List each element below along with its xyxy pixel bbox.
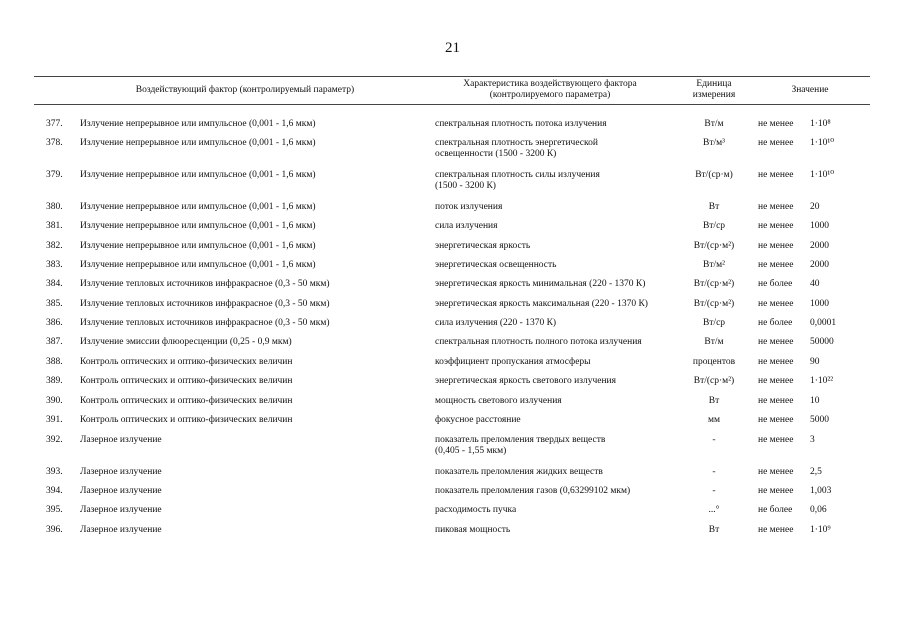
row-value: 1·10¹⁰: [810, 138, 835, 148]
row-characteristic: [435, 337, 642, 348]
row-number: 382.: [46, 241, 63, 251]
row-characteristic: [435, 396, 562, 407]
row-factor: Лазерное излучение: [80, 525, 162, 535]
row-characteristic-line: энергетическая яркость светового излучения: [435, 376, 617, 386]
row-value: 40: [810, 279, 820, 289]
row-value: 0,06: [810, 505, 827, 515]
row-number: 380.: [46, 202, 63, 212]
row-comparator: не менее: [758, 467, 794, 477]
row-characteristic: [435, 279, 645, 290]
row-unit: Вт/ср: [702, 318, 726, 328]
row-comparator: не менее: [758, 435, 794, 445]
row-characteristic-line: энергетическая освещенность: [435, 260, 557, 270]
row-unit: мм: [707, 415, 721, 425]
row-value: 2,5: [810, 467, 822, 477]
row-value: 3: [810, 435, 815, 445]
row-unit: Вт/м³: [703, 138, 725, 148]
row-factor: Излучение непрерывное или импульсное (0,001 - 1,6 мкм): [80, 170, 316, 180]
row-factor: Контроль оптических и оптико-физических величин: [80, 376, 293, 386]
row-number: 383.: [46, 260, 63, 270]
row-characteristic-line: расходимость пучка: [435, 505, 517, 515]
row-characteristic-line: освещенности (1500 - 3200 К): [435, 149, 557, 159]
row-characteristic: [435, 376, 616, 387]
row-characteristic: [435, 318, 556, 329]
row-factor: Контроль оптических и оптико-физических величин: [80, 415, 293, 425]
row-value: 1,003: [810, 486, 832, 496]
row-factor: Контроль оптических и оптико-физических величин: [80, 357, 293, 367]
row-comparator: не менее: [758, 415, 794, 425]
row-number: 378.: [46, 138, 63, 148]
row-comparator: не менее: [758, 260, 794, 270]
row-value: 1·10²²: [810, 376, 834, 386]
row-value: 2000: [810, 260, 829, 270]
row-characteristic-line: энергетическая яркость максимальная (220 - 1370 К): [435, 299, 648, 309]
row-comparator: не менее: [758, 337, 794, 347]
row-characteristic-line: показатель преломления твердых веществ: [435, 435, 606, 445]
row-factor: Излучение тепловых источников инфракрасное (0,3 - 50 мкм): [80, 318, 330, 328]
row-factor: Лазерное излучение: [80, 467, 162, 477]
row-characteristic-line: спектральная плотность потока излучения: [435, 119, 607, 129]
row-comparator: не менее: [758, 138, 794, 148]
row-characteristic-line: спектральная плотность силы излучения: [435, 170, 600, 180]
header-value: Значение: [791, 85, 829, 95]
row-number: 395.: [46, 505, 63, 515]
row-characteristic-line: мощность светового излучения: [435, 396, 562, 406]
row-comparator: не менее: [758, 221, 794, 231]
row-characteristic: [435, 505, 516, 516]
header-characteristic-line1: Характеристика воздействующего фактора: [463, 79, 637, 89]
row-factor: Излучение непрерывное или импульсное (0,001 - 1,6 мкм): [80, 241, 316, 251]
row-characteristic-line: энергетическая яркость: [435, 241, 531, 251]
row-value: 1000: [810, 299, 829, 309]
header-unit-line1: Единица: [696, 79, 732, 89]
row-characteristic-line: показатель преломления газов (0,63299102 мкм): [435, 486, 631, 496]
row-unit: процентов: [692, 357, 736, 367]
row-characteristic: [435, 415, 521, 426]
row-comparator: не менее: [758, 241, 794, 251]
row-value: 1000: [810, 221, 829, 231]
row-comparator: не менее: [758, 202, 794, 212]
row-number: 392.: [46, 435, 63, 445]
header-unit: [680, 79, 748, 101]
row-unit: Вт/(ср·м²): [693, 376, 735, 386]
row-number: 386.: [46, 318, 63, 328]
row-comparator: не менее: [758, 376, 794, 386]
row-number: 384.: [46, 279, 63, 289]
row-characteristic-line: (0,405 - 1,55 мкм): [435, 446, 507, 456]
row-characteristic: [435, 241, 530, 252]
row-comparator: не менее: [758, 486, 794, 496]
row-characteristic: [435, 202, 502, 213]
row-factor: Излучение непрерывное или импульсное (0,001 - 1,6 мкм): [80, 138, 316, 148]
row-value: 1·10¹⁰: [810, 170, 835, 180]
row-unit: Вт/м²: [703, 260, 725, 270]
row-factor: Излучение эмиссии флюоресценции (0,25 - 0,9 мкм): [80, 337, 292, 347]
row-characteristic-line: спектральная плотность энергетической: [435, 138, 598, 148]
row-factor: Лазерное излучение: [80, 486, 162, 496]
row-unit: Вт/ср: [702, 221, 726, 231]
row-number: 385.: [46, 299, 63, 309]
row-factor: Излучение тепловых источников инфракрасное (0,3 - 50 мкм): [80, 279, 330, 289]
row-value: 1·10⁹: [810, 525, 831, 535]
row-number: 390.: [46, 396, 63, 406]
row-factor: Контроль оптических и оптико-физических величин: [80, 396, 293, 406]
row-factor: Лазерное излучение: [80, 505, 162, 515]
header-factor: Воздействующий фактор (контролируемый параметр): [135, 85, 355, 95]
row-factor: Излучение непрерывное или импульсное (0,001 - 1,6 мкм): [80, 260, 316, 270]
row-unit: -: [712, 435, 716, 445]
row-value: 20: [810, 202, 820, 212]
row-unit: Вт: [708, 202, 720, 212]
row-characteristic: [435, 138, 598, 160]
row-characteristic: [435, 170, 600, 192]
row-characteristic: [435, 467, 603, 478]
row-characteristic: [435, 357, 591, 368]
row-characteristic: [435, 486, 630, 497]
row-unit: -: [712, 467, 716, 477]
row-number: 389.: [46, 376, 63, 386]
row-characteristic-line: пиковая мощность: [435, 525, 511, 535]
row-value: 5000: [810, 415, 829, 425]
row-unit: ...°: [708, 505, 720, 515]
row-characteristic: [435, 525, 510, 536]
row-comparator: не менее: [758, 525, 794, 535]
row-number: 393.: [46, 467, 63, 477]
row-unit: Вт/(ср·м): [695, 170, 733, 180]
row-value: 2000: [810, 241, 829, 251]
row-value: 50000: [810, 337, 834, 347]
row-characteristic: [435, 299, 648, 310]
row-comparator: не более: [758, 318, 793, 328]
row-characteristic-line: (1500 - 3200 К): [435, 181, 496, 191]
row-number: 379.: [46, 170, 63, 180]
row-unit: Вт/(ср·м²): [693, 299, 735, 309]
table-top-rule: [34, 76, 870, 77]
row-value: 90: [810, 357, 820, 367]
row-characteristic: [435, 119, 607, 130]
row-unit: Вт/(ср·м²): [693, 279, 735, 289]
header-unit-line2: измерения: [692, 90, 736, 100]
row-characteristic-line: фокусное расстояние: [435, 415, 521, 425]
row-comparator: не менее: [758, 299, 794, 309]
row-unit: -: [712, 486, 716, 496]
row-characteristic-line: поток излучения: [435, 202, 503, 212]
row-factor: Излучение непрерывное или импульсное (0,001 - 1,6 мкм): [80, 221, 316, 231]
row-comparator: не менее: [758, 119, 794, 129]
row-characteristic-line: коэффициент пропускания атмосферы: [435, 357, 591, 367]
row-unit: Вт/(ср·м²): [693, 241, 735, 251]
row-number: 394.: [46, 486, 63, 496]
row-comparator: не более: [758, 505, 793, 515]
row-value: 10: [810, 396, 820, 406]
row-comparator: не более: [758, 279, 793, 289]
row-characteristic-line: энергетическая яркость минимальная (220 - 1370 К): [435, 279, 646, 289]
page-number: 21: [445, 40, 460, 56]
row-unit: Вт: [708, 396, 720, 406]
row-number: 396.: [46, 525, 63, 535]
row-characteristic: [435, 435, 605, 457]
row-characteristic: [435, 260, 556, 271]
row-comparator: не менее: [758, 396, 794, 406]
header-characteristic: [425, 79, 675, 101]
row-number: 377.: [46, 119, 63, 129]
row-value: 0,0001: [810, 318, 837, 328]
row-unit: Вт/м: [704, 119, 724, 129]
row-number: 391.: [46, 415, 63, 425]
row-number: 387.: [46, 337, 63, 347]
row-value: 1·10⁸: [810, 119, 831, 129]
row-factor: Излучение тепловых источников инфракрасное (0,3 - 50 мкм): [80, 299, 330, 309]
header-characteristic-line2: (контролируемого параметра): [489, 90, 611, 100]
row-comparator: не менее: [758, 357, 794, 367]
row-number: 381.: [46, 221, 63, 231]
table-header-rule: [34, 104, 870, 105]
row-characteristic-line: спектральная плотность полного потока излучения: [435, 337, 642, 347]
row-factor: Излучение непрерывное или импульсное (0,001 - 1,6 мкм): [80, 119, 316, 129]
row-factor: Излучение непрерывное или импульсное (0,001 - 1,6 мкм): [80, 202, 316, 212]
row-characteristic-line: сила излучения: [435, 221, 498, 231]
row-factor: Лазерное излучение: [80, 435, 162, 445]
row-characteristic: [435, 221, 498, 232]
row-characteristic-line: показатель преломления жидких веществ: [435, 467, 603, 477]
row-unit: Вт: [708, 525, 720, 535]
row-number: 388.: [46, 357, 63, 367]
row-characteristic-line: сила излучения (220 - 1370 К): [435, 318, 557, 328]
row-comparator: не менее: [758, 170, 794, 180]
row-unit: Вт/м: [704, 337, 724, 347]
